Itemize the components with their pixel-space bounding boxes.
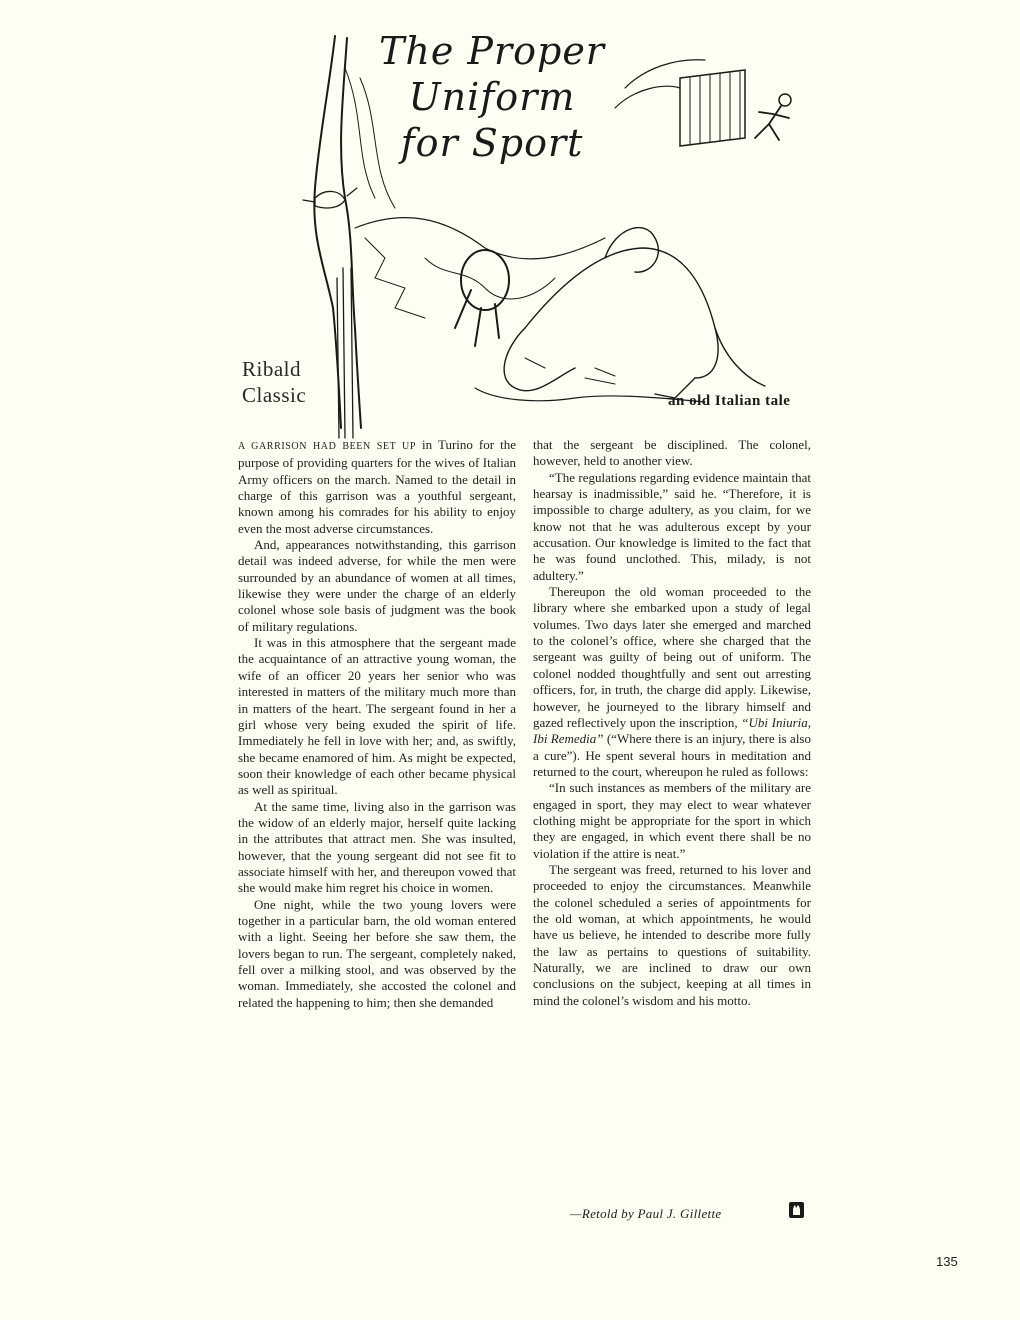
title-line-2: Uniform bbox=[408, 75, 576, 119]
title-line-1: The Proper bbox=[379, 29, 605, 73]
paragraph-8-text: Thereupon the old woman proceeded to the library where she embarked upon a study of legal volumes. Two days later she emerged and marched to the colonel’s office, where she charged that the sergeant was guilty of being out of uniform. The colonel nodded thoughtfully and sent out arresting officers, for, in truth, the charge did apply. Likewise, however, he journeyed to the library himself and gazed reflectively upon the inscription, bbox=[533, 584, 811, 730]
paragraph-1 bbox=[238, 437, 516, 537]
section-label bbox=[242, 356, 306, 408]
latin-inscription: “Ubi Iniuria, Ibi Remedia” bbox=[533, 714, 812, 747]
paragraph-4: At the same time, living also in the garrison was the widow of an elderly major, herself quite lacking in the attributes that attract men. She was insulted, however, that the young sergeant did not see fit to associate himself with her, and thereupon vowed that she would make him regret his choice in women. bbox=[238, 798, 516, 896]
lead-in: A GARRISON HAD BEEN SET UP bbox=[238, 441, 416, 452]
paragraph-2: And, appearances notwithstanding, this garrison detail was indeed adverse, for while the men were surrounded by an abundance of women at all times, likewise they were under the charge of an elderly colonel whose sole basis of judgment was the book of military regulations. bbox=[238, 537, 516, 634]
paragraph-3: It was in this atmosphere that the sergeant made the acquaintance of an attractive young woman, the wife of an officer 20 years her senior who was interested in matters of the military much more than in matters of the heart. The sergeant found in her a girl whose very being exuded the spirit of life. Immediately he fell in love with her; and, as swiftly, she became enamored of him. As might be expected, soon their knowledge of each other became physical as well as spiritual. bbox=[238, 635, 516, 798]
page-number: 135 bbox=[936, 1254, 958, 1269]
author-credit: —Retold by Paul J. Gillette bbox=[570, 1206, 722, 1221]
section-label-line-2: Classic bbox=[242, 383, 307, 407]
section-label-line-1: Ribald bbox=[242, 357, 301, 381]
paragraph-9: “In such instances as members of the military are engaged in sport, they may elect to wear whatever clothing might be appropriate for the sport in which they are engaged, in which event there shall be no violation if the attire is neat.” bbox=[533, 780, 811, 861]
paragraph-6: that the sergeant be disciplined. The colonel, however, held to another view. bbox=[533, 437, 811, 469]
paragraph-7: “The regulations regarding evidence maintain that hearsay is inadmissible,” said he. “Therefore, it is impossible to charge adultery, as you claim, for we know not that he was adulterous except by your accusation. Our knowledge is limited to the fact that he was found unclothed. This, milady, is not adultery.” bbox=[533, 469, 811, 583]
title-line-3: for Sport bbox=[400, 121, 584, 165]
left-column bbox=[238, 437, 516, 1011]
article-title bbox=[362, 28, 622, 166]
inscription-translation: (“Where there is an injury, there is also a cure”). He spent several hours in meditation and returned to the court, whereupon he ruled as follows: bbox=[533, 731, 811, 779]
paragraph-8 bbox=[533, 584, 811, 780]
right-column bbox=[533, 437, 811, 1009]
paragraph-10: The sergeant was freed, returned to his lover and proceeded to enjoy the circumstances. Meanwhile the colonel scheduled a series of appointments for the old woman, at which appointments, he would have us believe, he intended to describe more fully the law as pertains to questions of suitability. Naturally, we are inclined to draw our own conclusions on the subject, keeping at all times in mind the colonel’s wisdom and his motto. bbox=[533, 861, 811, 1008]
paragraph-5: One night, while the two young lovers were together in a particular barn, the old woman entered with a light. Seeing her before she saw them, the lovers began to run. The sergeant, completely naked, fell over a milking stool, and was observed by the woman. Immediately, she accosted the colonel and related the happening to him; then she demanded bbox=[238, 896, 516, 1010]
article-subtitle: an old Italian tale bbox=[668, 393, 791, 409]
paragraph-1-text: in Turino for the purpose of providing quarters for the wives of Italian Army officers on the march. Named to the detail in charge of this garrison was a youthful sergeant, known among his comrades for his ability to enjoy even the most adverse circumstances. bbox=[238, 437, 517, 536]
rabbit-logo-icon bbox=[789, 1202, 804, 1218]
